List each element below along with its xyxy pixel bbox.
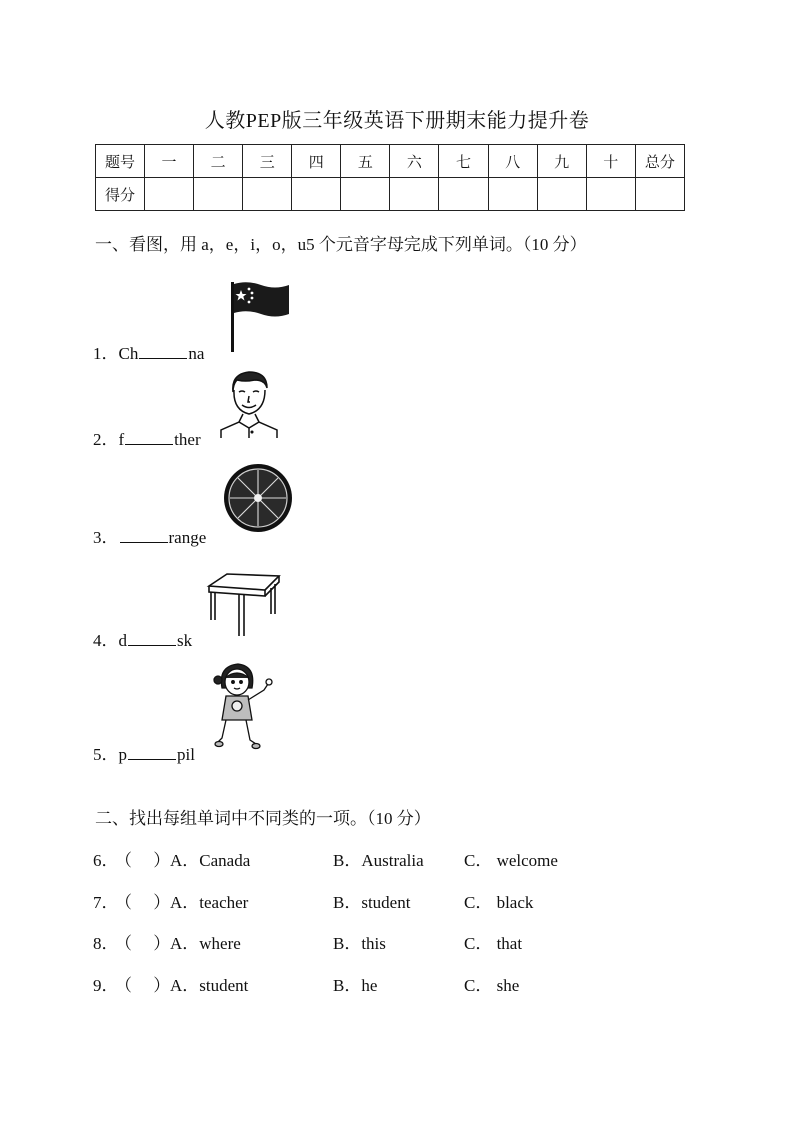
option-c: C． she bbox=[464, 976, 520, 995]
question-number: 7． bbox=[93, 893, 119, 912]
word-prefix: Ch bbox=[118, 344, 139, 363]
score-label-cell: 得分 bbox=[96, 178, 145, 211]
word-suffix: sk bbox=[177, 631, 193, 650]
question-number: 8． bbox=[93, 934, 119, 953]
score-entry-cell[interactable] bbox=[243, 178, 292, 211]
answer-parentheses[interactable]: （ ） bbox=[115, 851, 171, 870]
score-entry-cell[interactable] bbox=[390, 178, 439, 211]
answer-blank[interactable] bbox=[128, 745, 176, 760]
china-flag-icon bbox=[227, 278, 293, 354]
option-a: A．where bbox=[170, 934, 241, 953]
question-number: 9． bbox=[93, 976, 119, 995]
section2-heading: 二、找出每组单词中不同类的一项。（10 分） bbox=[95, 809, 431, 828]
question-4 bbox=[93, 626, 192, 651]
score-header-cell: 总分 bbox=[635, 145, 684, 178]
score-header-cell: 二 bbox=[194, 145, 243, 178]
question-3 bbox=[93, 523, 206, 548]
option-b: B．student bbox=[333, 893, 411, 912]
question-5 bbox=[93, 740, 195, 765]
score-entry-cell[interactable] bbox=[537, 178, 586, 211]
desk-icon bbox=[205, 570, 283, 640]
question-7 bbox=[93, 888, 693, 912]
score-header-cell: 四 bbox=[292, 145, 341, 178]
word-prefix: f bbox=[118, 430, 125, 449]
score-header-cell: 题号 bbox=[96, 145, 145, 178]
score-entry-cell[interactable] bbox=[292, 178, 341, 211]
question-number: 3． bbox=[93, 528, 119, 547]
option-c: C． black bbox=[464, 893, 534, 912]
word-suffix: ther bbox=[174, 430, 201, 449]
question-number: 2． bbox=[93, 430, 119, 449]
answer-blank[interactable] bbox=[139, 344, 187, 359]
score-entry-cell[interactable] bbox=[488, 178, 537, 211]
option-b: B．this bbox=[333, 934, 386, 953]
question-2 bbox=[93, 425, 201, 450]
option-b: B．he bbox=[333, 976, 378, 995]
score-entry-cell[interactable] bbox=[194, 178, 243, 211]
word-suffix: range bbox=[168, 528, 207, 547]
score-header-cell: 六 bbox=[390, 145, 439, 178]
option-b: B．Australia bbox=[333, 851, 424, 870]
score-table bbox=[95, 144, 685, 211]
word-prefix: d bbox=[118, 631, 127, 650]
option-c: C． welcome bbox=[464, 851, 558, 870]
section1-heading: 一、看图，用 a，e，i，o，u5 个元音字母完成下列单词。（10 分） bbox=[95, 235, 587, 254]
option-a: A．Canada bbox=[170, 851, 251, 870]
score-header-cell: 八 bbox=[488, 145, 537, 178]
option-a: A．teacher bbox=[170, 893, 249, 912]
score-header-cell: 一 bbox=[145, 145, 194, 178]
question-6 bbox=[93, 846, 693, 870]
page-title: 人教PEP版三年级英语下册期末能力提升卷 bbox=[204, 110, 590, 132]
question-1 bbox=[93, 339, 204, 364]
word-suffix: pil bbox=[177, 745, 195, 764]
orange-icon bbox=[222, 462, 294, 534]
score-table-header-row bbox=[96, 145, 685, 178]
score-entry-cell[interactable] bbox=[145, 178, 194, 211]
question-8 bbox=[93, 929, 693, 953]
answer-parentheses[interactable]: （ ） bbox=[115, 976, 171, 995]
score-entry-cell[interactable] bbox=[635, 178, 684, 211]
answer-parentheses[interactable]: （ ） bbox=[115, 934, 171, 953]
score-header-cell: 三 bbox=[243, 145, 292, 178]
word-suffix: na bbox=[188, 344, 205, 363]
score-entry-cell[interactable] bbox=[341, 178, 390, 211]
father-icon bbox=[215, 366, 283, 438]
question-number: 6． bbox=[93, 851, 119, 870]
score-table-score-row bbox=[96, 178, 685, 211]
score-header-cell: 十 bbox=[586, 145, 635, 178]
score-header-cell: 七 bbox=[439, 145, 488, 178]
answer-blank[interactable] bbox=[125, 430, 173, 445]
score-entry-cell[interactable] bbox=[586, 178, 635, 211]
answer-blank[interactable] bbox=[128, 631, 176, 646]
score-header-cell: 九 bbox=[537, 145, 586, 178]
pupil-girl-icon bbox=[212, 660, 278, 752]
question-number: 4． bbox=[93, 631, 119, 650]
answer-parentheses[interactable]: （ ） bbox=[115, 893, 171, 912]
word-prefix: p bbox=[118, 745, 127, 764]
score-entry-cell[interactable] bbox=[439, 178, 488, 211]
question-number: 5． bbox=[93, 745, 119, 764]
option-a: A．student bbox=[170, 976, 249, 995]
answer-blank[interactable] bbox=[120, 528, 168, 543]
question-number: 1． bbox=[93, 344, 119, 363]
score-header-cell: 五 bbox=[341, 145, 390, 178]
option-c: C． that bbox=[464, 934, 523, 953]
question-9 bbox=[93, 971, 693, 995]
